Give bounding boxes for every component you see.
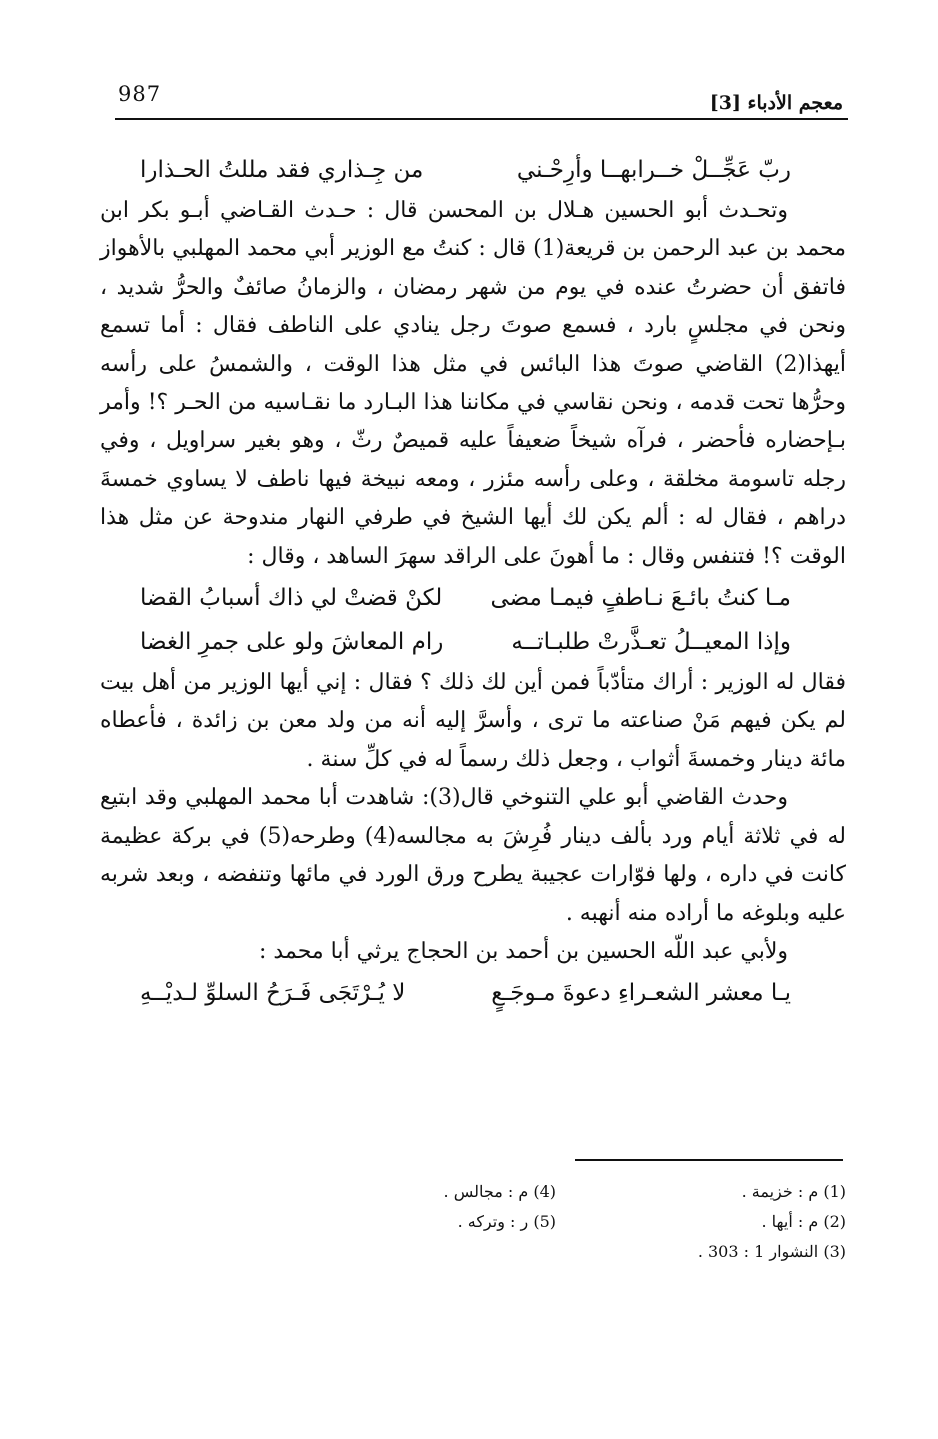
paragraph: ولأبي عبد اللّه الحسين بن أحمد بن الحجاج يرثي أبا محمد : [259,938,788,964]
paragraph: فقال له الوزير : أراك متأدّباً فمن أين لك ذلك ؟ فقال : إني أيها الوزير من أهل بيت لم يكن فيهم مَنْ صناعته ما ترى ، وأسرَّ إليه أنه من ولد معن بن زائدة ، فأعطاه مائة دينار وخمسةَ أثواب ، وجعل ذلك رسماً له في كلِّ سنة . [100,670,846,772]
verse-hemistich: وإذا المعيــلُ تعـذَّرتْ طلبـاتــه [511,629,791,656]
paragraph: وتحـدث أبو الحسين هـلال بن المحسن قال : حـدث القـاضي أبـو بكر ابن محمد بن عبد الرحمن بن قريعة(1) قال : كنتُ مع الوزير أبي محمد المهلبي بالأهواز فاتفق أن حضرتُ عنده في يوم من شهر رمضان ، والزمانُ صائفٌ والحرُّ شديد ، ونحن في مجلسٍ بارد ، فسمع صوتَ رجل ينادي على الناطف فقال : أما تسمع أيهذا(2) القاضي صوتَ هذا البائس في مثل هذا الوقت ، والشمسُ على رأسه وحرُّها تحت قدمه ، ونحن نقاسي في مكاننا هذا البـارد ما نقـاسيه من الحـر ؟! وأمر بـإحضاره فأحضر ، فرآه شيخاً ضعيفاً عليه قميصٌ رثّ ، وهو بغير سراويل ، وفي رجله تاسومة مخلقة ، وعلى رأسه مئزر ، ومعه نبيخة فيها ناطف لا يساوي خمسةَ دراهم ، فقال له : ألم يكن لك أيها الشيخ في طرفي النهار مندوحة عن مثل هذا الوقت ؟! فتنفس وقال : ما أهونَ على الراقد سهرَ الساهد ، وقال : [100,198,847,569]
verse-hemistich: يـا معشر الشعـراءِ دعوةَ مـوجَـعٍ [491,980,791,1007]
verse-hemistich: من جِـذاري فقد مللتُ الحـذارا [140,157,424,183]
body-text [100,148,846,1015]
verse-hemistich: لا يُـرْتَجَى فَـرَحُ السلوِّ لـديْــهِ [140,980,406,1007]
footnote-columns [286,1177,846,1267]
header-rule [115,118,848,120]
verse-line [100,971,846,1015]
footnote: (5) ر : وتركه . [457,1212,556,1231]
verse-hemistich: مـا كنتُ بائـعَ نـاطفٍ فيمـا مضى [490,585,791,612]
footnotes [286,1177,846,1267]
verse-line [100,620,846,664]
running-head: معجم الأدباء [3] [709,92,843,114]
verse-line [100,576,846,620]
footnote: (1) م : خزيمة . [741,1182,846,1201]
verse-hemistich: رام المعاشَ ولو على جمرِ الغضا [140,629,444,656]
footnote: (2) م : أيها . [761,1212,846,1231]
footnote: (4) م : مجالس . [443,1182,556,1201]
footnote: (3) النشوار 1 : 303 . [697,1242,846,1261]
verse-hemistich: ربّ عَجِّــلْ خــرابهــا وأرِحْـني [516,157,791,183]
footnote-rule [575,1159,843,1161]
paragraph: وحدث القاضي أبو علي التنوخي قال(3): شاهدت أبا محمد المهلبي وقد ابتيع له في ثلاثة أيام ورد بألف دينار فُرِشَ به مجالسه(4) وطرحه(5) في بركة عظيمة كانت في داره ، ولها فوّارات عجيبة يطرح ورق الورد في مائها وتنفضه ، وبعد شربه عليه وبلوغه ما أراده منه أنهبه . [100,785,846,926]
verse-hemistich: لكنْ قضتْ لي ذاك أسبابُ القضا [140,585,443,612]
footnote-column-left [286,1177,556,1267]
verse-line [100,148,846,192]
page-number: 987 [118,82,162,106]
footnote-column-right [556,1177,846,1267]
